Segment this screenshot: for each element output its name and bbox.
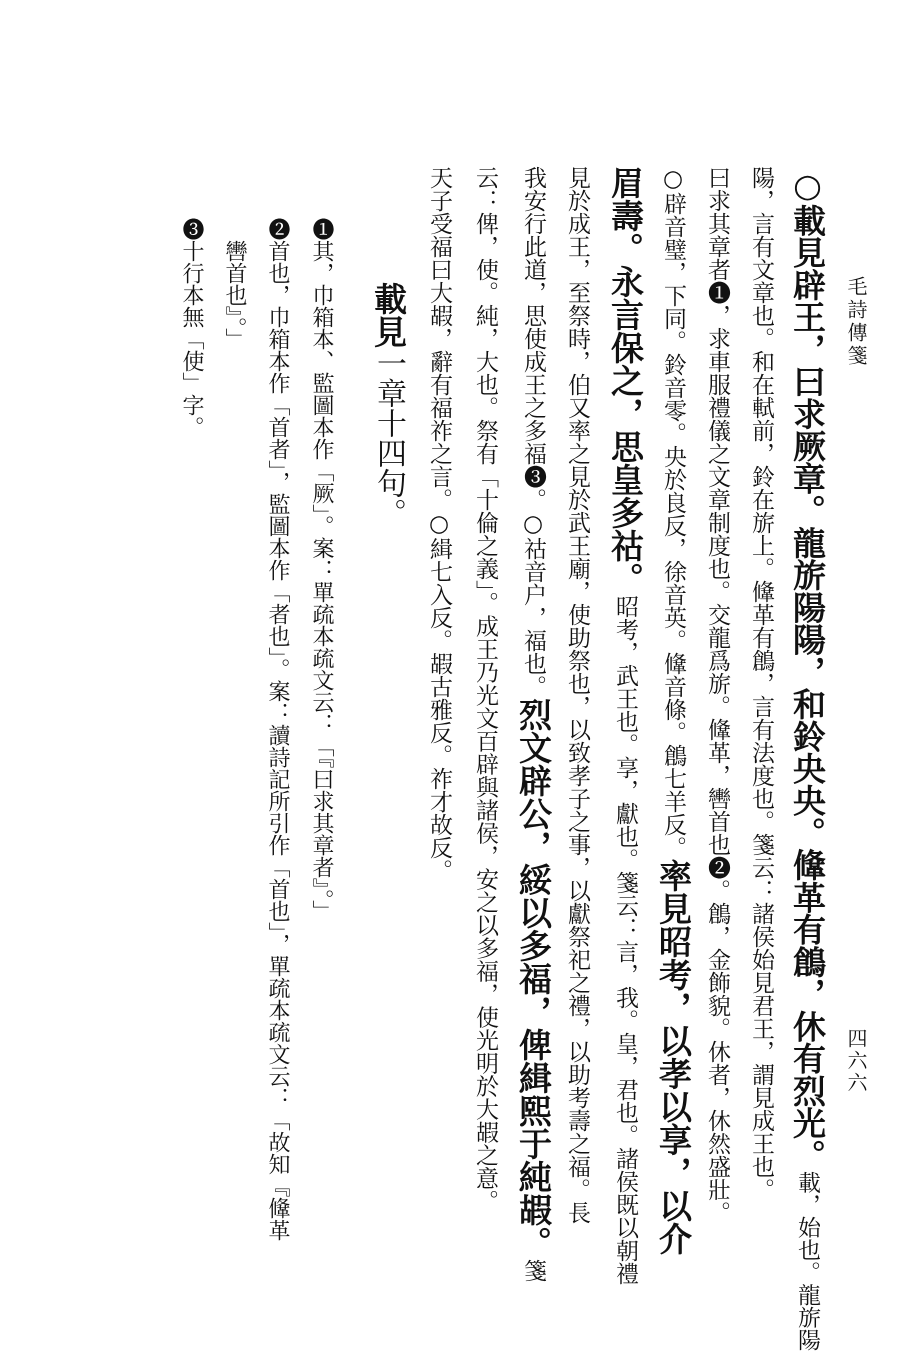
main-column-1 (788, 166, 827, 1351)
main-column-1-verse: ○載見辟王，曰求厥章。龍旂陽陽，和鈴央央。鞗革有鶬，休有烈光。 (788, 166, 827, 1172)
section-title-column (369, 282, 408, 528)
main-column-4-commentary: ○辟音璧，下同。鈴音零。央於良反，徐音英。鞗音條。鶬七羊反。 (660, 166, 686, 859)
main-column-7-commentary-end: 箋 (520, 1259, 546, 1282)
main-column-5-verse: 眉壽。永言保之，思皇多祜。 (606, 166, 645, 595)
main-column-2-commentary: 陽，言有文章也。和在軾前，鈴在旂上。鞗革有鶬，言有法度也。箋云：諸侯始見君王，謂見成王也。 (748, 166, 774, 1201)
main-column-5-commentary: 昭考，武王也。享，獻也。箋云：言，我。皇，君也。諸侯既以朝禮 (612, 595, 638, 1285)
main-column-4 (654, 166, 693, 1255)
page-number: 四六六 (844, 1028, 868, 1094)
collation-note-1: ❶其，巾箱本、監圖本作「厥」。案：單疏本疏文云：「『曰求其章者』。」 (309, 218, 334, 922)
main-column-7-verse: 烈文辟公，綏以多福，俾緝熙于純嘏。 (514, 698, 553, 1259)
main-column-9-commentary: 天子受福曰大嘏，辭有福祚之言。○緝七入反。嘏古雅反。祚才故反。 (426, 166, 452, 882)
main-column-5 (606, 166, 645, 1285)
main-column-3-commentary: 曰求其章者❶，求車服禮儀之文章制度也。交龍爲旂。鞗革，轡首也❷。鶬，金飾貌。休者，休然盛壯。 (704, 166, 730, 1224)
running-title: 毛詩傳箋 (844, 276, 868, 368)
main-column-3 (703, 166, 731, 1224)
main-column-2 (747, 166, 775, 1201)
poem-stanza-count: 一章十四句。 (371, 348, 406, 528)
main-column-8-commentary: 云：俾，使。純，大也。祭有「十倫之義」。成王乃光文百辟與諸侯，安之以多福，使光明於大嘏之意。 (472, 166, 498, 1213)
main-column-8 (471, 166, 499, 1213)
main-column-7 (514, 166, 553, 1282)
main-column-4-verse: 率見昭考，以孝以享，以介 (654, 859, 693, 1255)
main-column-6-commentary: 見於成王，至祭時，伯又率之見於武王廟，使助祭也，以致孝子之事，以獻祭祀之禮，以助考壽之福。長 (564, 166, 590, 1224)
poem-title: 載見 (369, 282, 408, 348)
main-column-9 (425, 166, 453, 882)
main-column-6 (563, 166, 591, 1224)
collation-note-3: ❸十行本無「使」字。 (179, 218, 204, 438)
collation-note-2: ❷首也，巾箱本作「首者」，監圖本作「者也」。案：讀詩記所引作「首也」，單疏本疏文云：「故知『鞗革 (265, 218, 290, 1241)
main-column-1-commentary: 載，始也。龍旂陽 (794, 1171, 820, 1351)
collation-note-2-cont: 轡首也』。」 (222, 240, 247, 350)
main-column-7-commentary: 我安行此道，思使成王之多福❸。○祜音户，福也。 (520, 166, 546, 698)
